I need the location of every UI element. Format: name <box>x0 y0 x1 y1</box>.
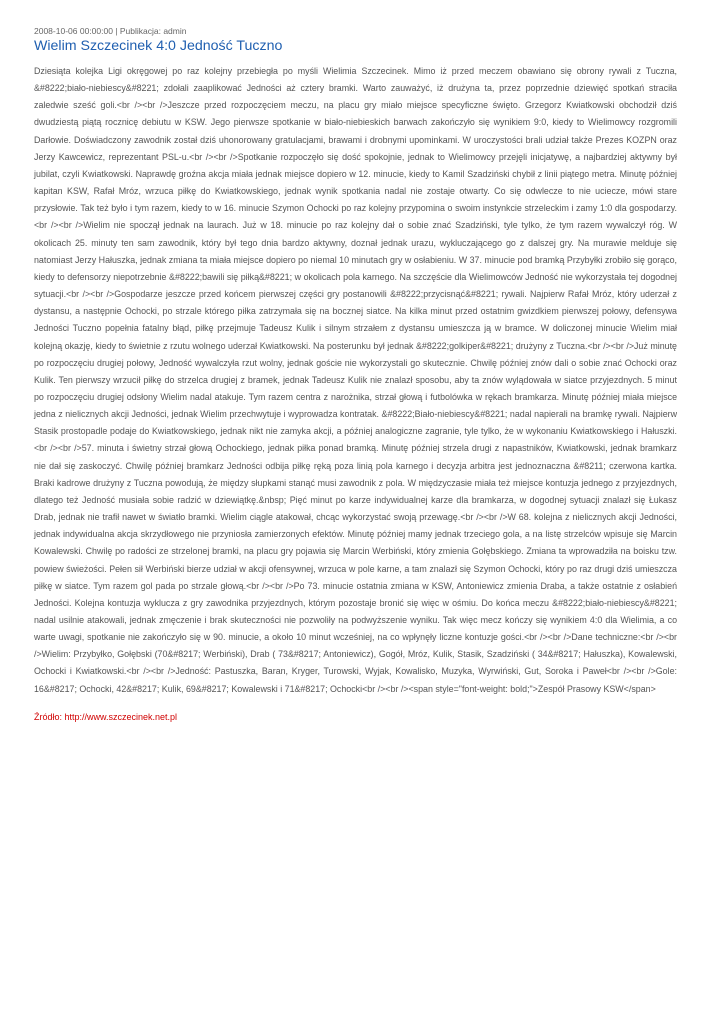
source-link[interactable]: Źródło: http://www.szczecinek.net.pl <box>34 711 178 722</box>
article-body: Dziesiąta kolejka Ligi okręgowej po raz kolejny przebiegła po myśli Wielimia Szczecinek. Mimo iż przed meczem obawiano się obrony rywali z Tuczna, &#8222;biało-niebiescy&#8221; zdołali zaaplikować Jedności aż cztery bramki. Warto zauważyć, iż drużyna ta, przez poprzednie dziewięć spotkań straciła zaledwie sześć goli.<br /><br />Jeszcze przed rozpoczęciem meczu, na placu gry miało miejsce specyficzne święto. Grzegorz Kwiatkowski obchodził dziś dwudziestą piątą rocznicę debiutu w KSW. Jego pierwsze spotkanie w biało-niebieskich barwach zakończyło się wynikiem 9:0, kiedy to Wielimowcy rozgromili Darłowie. Doświadczony zawodnik został dziś uhonorowany gratulacjami, brawami i drobnymi upominkami. W uroczystości brali udział także Prezes KOZPN oraz Jerzy Kawcewicz, reprezentant PSL-u.<br /><br />Spotkanie rozpoczęło się dość spokojnie, jednak to Wielimowcy przejęli inicjatywę, a najbardziej aktywny był jubilat, czyli Kwiatkowski. Naprawdę groźna akcja miała jednak miejsce dopiero w 12. minucie, kiedy to Kamil Szadziński chybił z linii piątego metra. Minutę później kapitan KSW, Rafał Mróz, wrzuca piłkę do Kwiatkowskiego, jednak wynik spotkania nadal nie zostaje otwarty. Co się odwlecze to nie uciecze, mówi stare przysłowie. Tak też było i tym razem, kiedy to w 16. minucie Szymon Ochocki po raz kolejny przypomina o swoim instynkcie strzeleckim i zamy 1:0 dla gospodarzy.<br /><br />Wielim nie spoczął jednak na laurach. Już w 18. minucie po raz kolejny dał o sobie znać Szadziński, tyle tylko, że tym razem wywalczył róg. W okolicach 25. minuty ten sam zawodnik, który był tego dnia bardzo aktywny, doznał jednak urazu, wykluczającego go z dalszej gry. Na murawie melduje się natomiast Jerzy Hałuszka, jednak zmiana ta miała miejsce dopiero po niemal 10 minutach gry w osłabieniu. W 37. minucie pod bramką Przybyłki zrobiło się gorąco, kiedy to defensorzy niepotrzebnie &#8222;bawili się piłką&#8221; w okolicach pola karnego. Na szczęście dla Wielimowców Jedność nie wykorzystała tej dogodnej sytuacji.<br /><br />Gospodarze jeszcze przed końcem pierwszej części gry postanowili &#8222;przycisnąć&#8221; rywali. Najpierw Rafał Mróz, który uderzał z dystansu, a następnie Ochocki, po strzale którego piłka zatrzymała się na bocznej siatce. Na kilka minut przed ostatnim gwizdkiem pierwszej połowy, defensywa Jedności Tuczno popełnia fatalny błąd, piłkę przejmuje Tadeusz Kulik i silnym strzałem z dystansu umieszcza ją w bramce. W doliczonej minucie Wielim miał kolejną okazję, kiedy to świetnie z rzutu wolnego uderzał Kwiatkowski. Na posterunku był jednak &#8222;golkiper&#8221; drużyny z Tuczna.<br /><br />Już minutę po rozpoczęciu drugiej połowy, Jedność wywalczyła rzut wolny, jednak goście nie wykorzystali go skutecznie. Chwilę później znów dali o sobie znać Ochocki oraz Kulik. Ten pierwszy wrzucił piłkę do strzelca drugiej z bramek, jednak Tadeusz Kulik nie znalazł sposobu, aby ta znów wylądowała w siatce przyjezdnych. 5 minut po rozpoczęciu drugiej odsłony Wielim nadal atakuje. Tym razem centra z narożnika, strzał głową i futbolówka w rękach bramkarza. Minutę później miała miejsce jedna z nielicznych akcji Jedności, jednak Wielim przechwytuje i wyprowadza kontratak. &#8222;Biało-niebiescy&#8221; nadal napierali na bramkę rywali. Najpierw Stasik prostopadle podaje do Kwiatkowskiego, jednak nikt nie zamyka akcji, a później analogiczne zagranie, tyle tylko, że w wykonaniu Kwiatkowskiego i Hałuszki.<br /><br />57. minuta i świetny strzał głową Ochockiego, jednak piłka ponad bramką. Minutę później strzela drugi z napastników, Kwiatkowski, jednak bramkarz nie dał się zaskoczyć. Chwilę później bramkarz Jedności odbija piłkę ręką poza linią pola karnego i decyzja arbitra jest jednoznaczna &#8211; czerwona kartka. Braki kadrowe drużyny z Tuczna powodują, że między słupkami stanąć musi zawodnik z pola. W międzyczasie miała też miejsce kontuzja jednego z przyjezdnych, dlatego też Jedność musiała sobie radzić w dziewiątkę.&nbsp; Pięć minut po karze indywidualnej karze dla bramkarza, w dogodnej sytuacji znalazł się Łukasz Drab, jednak nie trafił nawet w światło bramki. Wielim ciągle atakował, chcąc wykorzystać swoją przewagę.<br /><br />W 68. kolejna z nielicznych akcji Jedności, jednak indywidualna akcja skrzydłowego nie przyniosła zamierzonych efektów. Minutę później mamy jednak trzeciego gola, a na listę strzelców wpisuje się Marcin Kowalewski. Chwilę po radości ze strzelonej bramki, na placu gry pojawia się Marcin Werbiński, który zmienia Gołębskiego. Zmiana ta wprowadziła na boisku tzw. powiew świeżości. Pełen sił Werbiński bierze udział w akcji ofensywnej, wrzuca w pole karne, a tam znalazł się Szymon Ochocki, który po raz drugi dziś umieszcza piłkę w siatce. Tym razem gol pada po strzale głową.<br /><br />Po 73. minucie ostatnia zmiana w KSW, Antoniewicz zmienia Draba, a także ostatnie z osłabień Jedności. Kolejna kontuzja wyklucza z gry zawodnika przyjezdnych, którym pozostaje bronić się więc w ośmiu. Do końca meczu &#8222;biało-niebiescy&#8221; nadal usilnie atakowali, jednak zmęczenie i brak skuteczności nie pozwoliły na podwyższenie wyniku. Tak więc mecz kończy się wynikiem 4:0 dla Wielimia, a co warte uwagi, spotkanie nie zakończyło się w 90. minucie, a około 10 minut wcześniej, na co wpłynęły liczne kontuzje gości.<br /><br />Dane techniczne:<br /><br />Wielim: Przybyłko, Gołębski (70&#8217; Werbiński), Drab ( 73&#8217; Antoniewicz), Gogół, Mróz, Kulik, Stasik, Szadziński ( 34&#8217; Hałuszka), Kowalewski, Ochocki i Kwiatkowski.<br /><br />Jedność: Pastuszka, Baran, Kryger, Turowski, Wyjak, Kowalisko, Muzyka, Wyrwiński, Gut, Soroka i Paweł<br /><br />Gole: 16&#8217; Ochocki, 42&#8217; Kulik, 69&#8217; Kowalewski i 71&#8217; Ochocki<br /><br /><span style="font-weight: bold;">Zespół Prasowy KSW</span> <box>34 66 677 694</box>
article-container <box>34 25 677 723</box>
article-meta: 2008-10-06 00:00:00 | Publikacja: admin <box>34 26 187 36</box>
article-title: Wielim Szczecinek 4:0 Jedność Tuczno <box>34 38 283 54</box>
article-source <box>34 711 677 723</box>
